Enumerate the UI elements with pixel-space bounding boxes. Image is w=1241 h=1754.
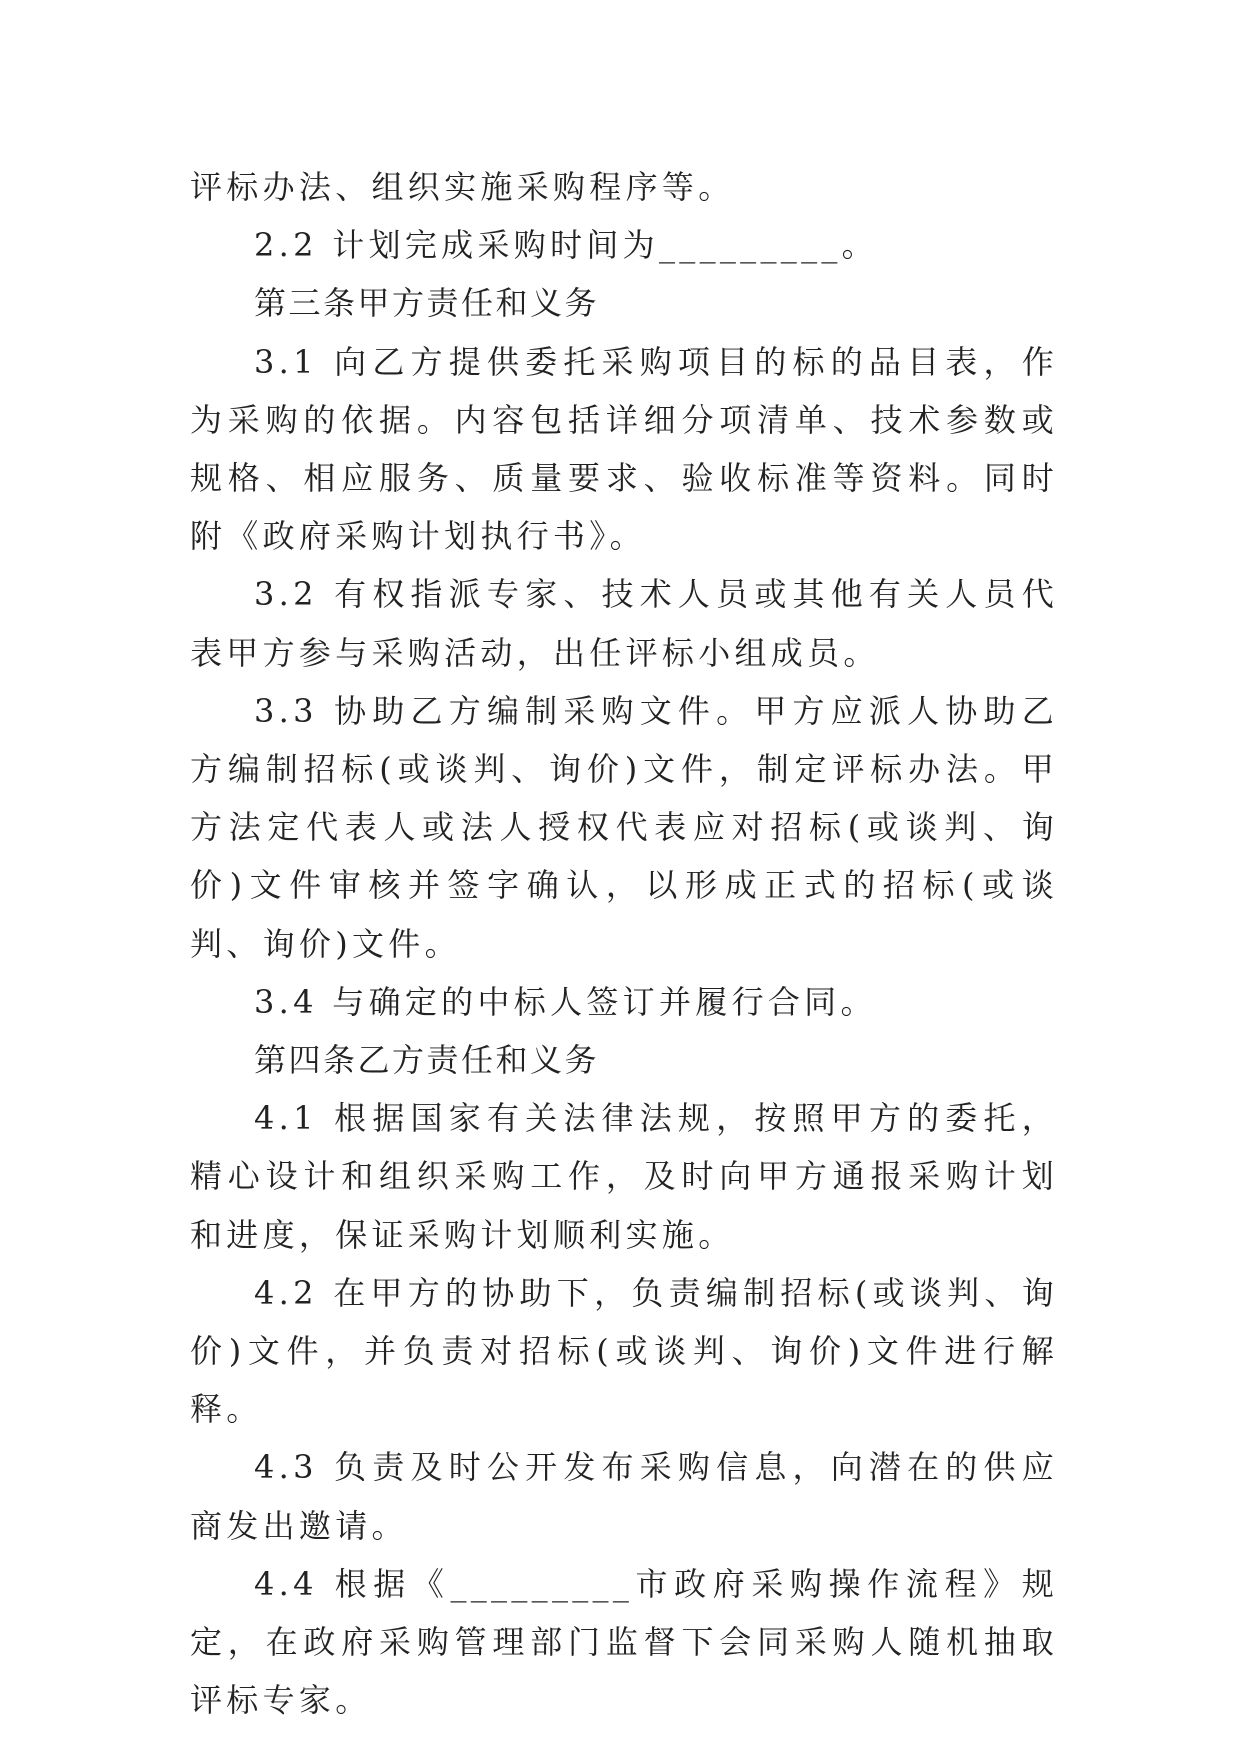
- paragraph-2-2: 2.2 计划完成采购时间为_________。: [254, 226, 878, 265]
- paragraph-4-1: 4.1 根据国家有关法律法规，按照甲方的委托，精心设计和组织采购工作，及时向甲方通报采购计划和进度，保证采购计划顺利实施。: [190, 1099, 1058, 1254]
- paragraph-3-3: 3.3 协助乙方编制采购文件。甲方应派人协助乙方编制招标(或谈判、询价)文件，制定评标办法。甲方法定代表人或法人授权代表应对招标(或谈判、询价)文件审核并签字确认，以形成正式的招标(或谈判、询价)文件。: [190, 691, 1058, 963]
- paragraph-3-1: 3.1 向乙方提供委托采购项目的标的品目表，作为采购的依据。内容包括详细分项清单、技术参数或规格、相应服务、质量要求、验收标准等资料。同时附《政府采购计划执行书》。: [190, 342, 1058, 556]
- paragraph-4-3: 4.3 负责及时公开发布采购信息，向潜在的供应商发出邀请。: [190, 1448, 1058, 1545]
- section-heading-article-4: 第四条乙方责任和义务: [254, 1041, 600, 1080]
- paragraph-4-4: 4.4 根据《_________市政府采购操作流程》规定，在政府采购管理部门监督下会同采购人随机抽取评标专家。: [190, 1564, 1058, 1720]
- paragraph-3-2: 3.2 有权指派专家、技术人员或其他有关人员代表甲方参与采购活动，出任评标小组成员。: [190, 575, 1058, 672]
- document-page: [190, 158, 1058, 1729]
- paragraph-procedures: 评标办法、组织实施采购程序等。: [190, 168, 735, 206]
- paragraph-4-2: 4.2 在甲方的协助下，负责编制招标(或谈判、询价)文件，并负责对招标(或谈判、询价)文件进行解释。: [190, 1273, 1058, 1429]
- paragraph-3-4: 3.4 与确定的中标人签订并履行合同。: [254, 982, 877, 1021]
- section-heading-article-3: 第三条甲方责任和义务: [254, 284, 600, 323]
